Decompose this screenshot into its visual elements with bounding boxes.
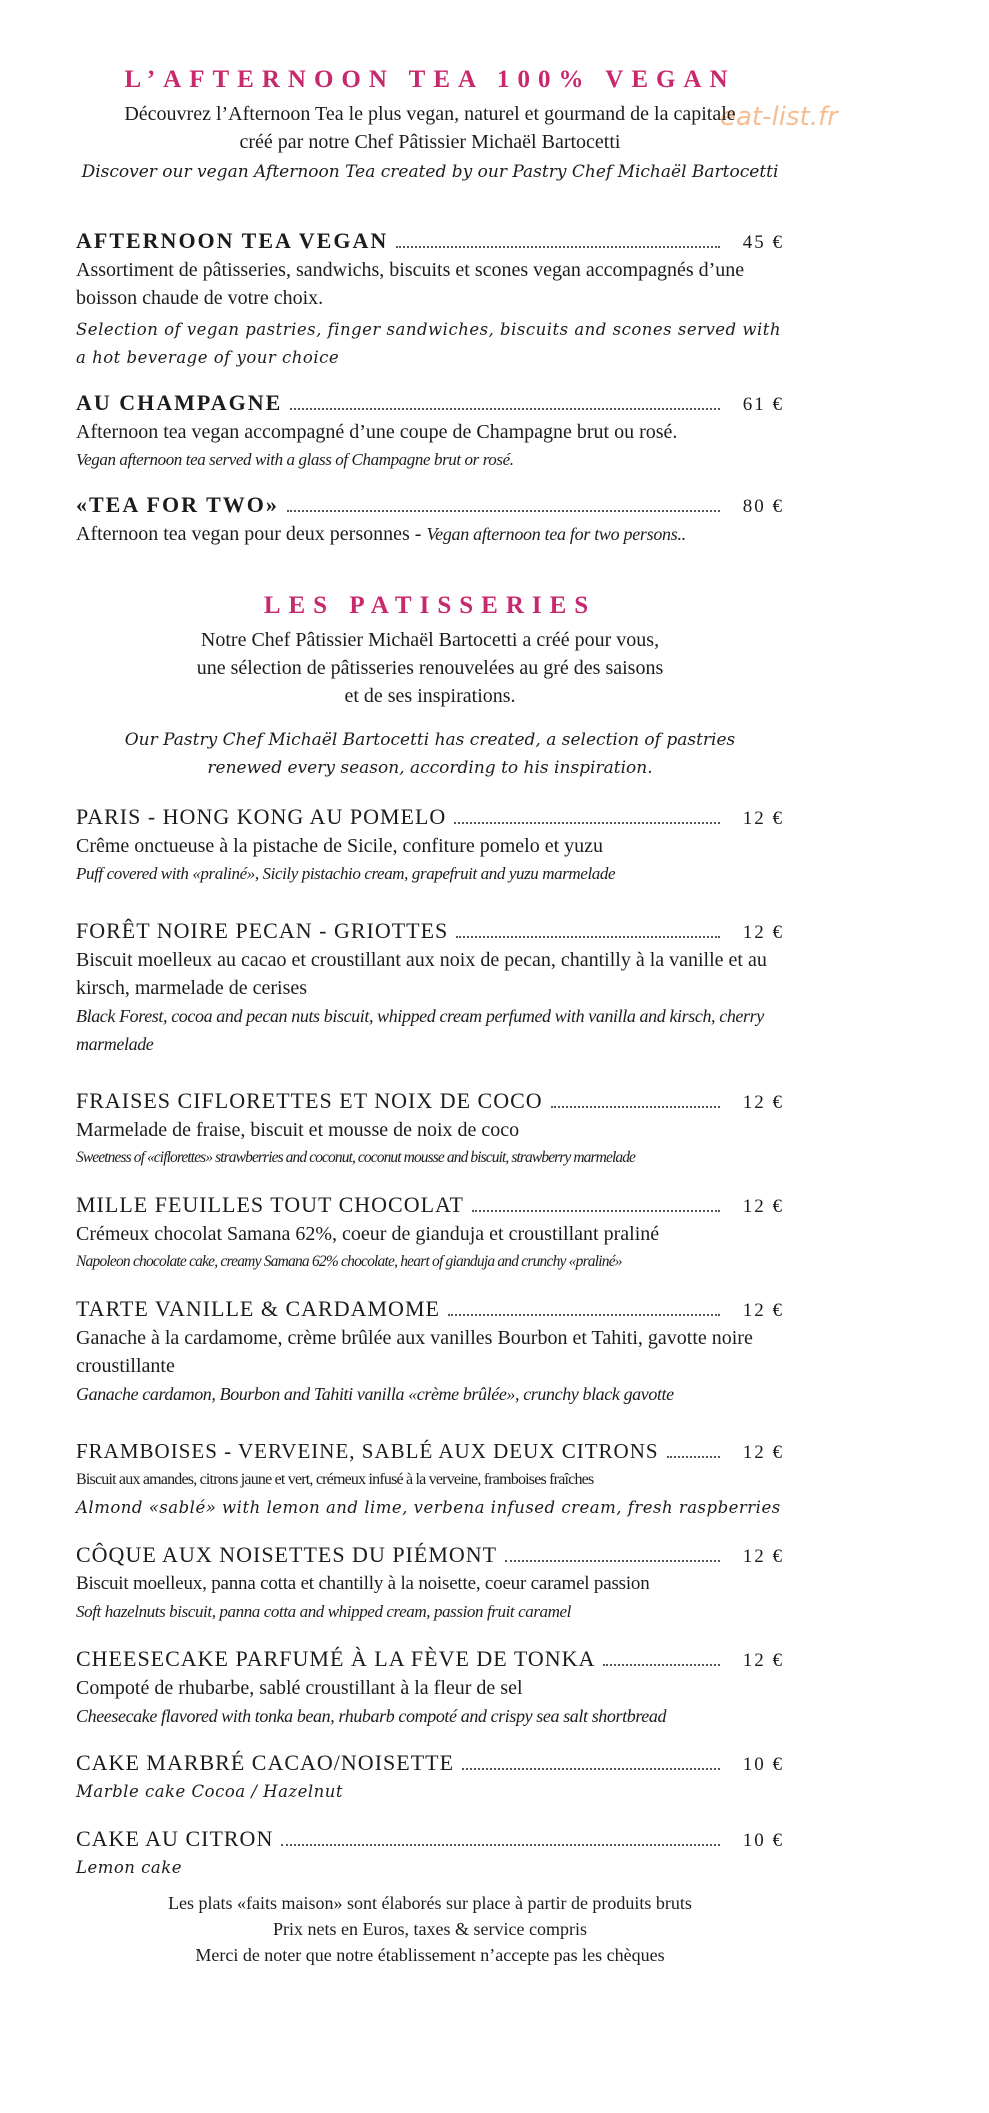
item-name: AFTERNOON TEA VEGAN bbox=[76, 228, 389, 253]
dot-leader bbox=[454, 822, 720, 824]
item-name: FRAISES CIFLORETTES ET NOIX DE COCO bbox=[76, 1088, 543, 1113]
watermark: eat-list.fr bbox=[720, 102, 838, 132]
item-desc-fr: Marmelade de fraise, biscuit et mousse de noix de coco bbox=[76, 1119, 520, 1141]
menu-item-tea-for-two bbox=[76, 490, 784, 548]
dot-leader bbox=[462, 1768, 720, 1770]
menu-item-fraises-ciflorettes bbox=[76, 1086, 784, 1172]
item-desc-fr: Biscuit moelleux au cacao et croustillant aux noix de pecan, chantilly à la vanille et au kirsch, marmelade de cerises bbox=[76, 949, 767, 999]
item-name: CÔQUE AUX NOISETTES DU PIÉMONT bbox=[76, 1542, 498, 1567]
dot-leader bbox=[456, 936, 720, 938]
item-desc-fr: Afternoon tea vegan pour deux personnes - bbox=[76, 523, 427, 545]
patisseries-intro-fr-2: une sélection de pâtisseries renouvelées au gré des saisons bbox=[196, 657, 664, 679]
item-name: CAKE MARBRÉ CACAO/NOISETTE bbox=[76, 1750, 455, 1775]
item-desc-en: Marble cake Cocoa / Hazelnut bbox=[76, 1782, 344, 1801]
item-desc-fr: Biscuit moelleux, panna cotta et chantilly à la noisette, coeur caramel passion bbox=[76, 1573, 650, 1594]
patisseries-intro-fr-3: et de ses inspirations. bbox=[344, 685, 516, 707]
item-desc-fr: Biscuit aux amandes, citrons jaune et vert, crémeux infusé à la verveine, framboises fraîches bbox=[76, 1471, 594, 1488]
dot-leader bbox=[551, 1106, 720, 1108]
item-price: 12 € bbox=[742, 922, 784, 943]
item-name: CAKE AU CITRON bbox=[76, 1826, 274, 1851]
footer bbox=[76, 1890, 784, 1968]
dot-leader bbox=[287, 510, 720, 512]
item-desc-en: Sweetness of «ciflorettes» strawberries and coconut, coconut mousse and biscuit, strawberry marmelade bbox=[76, 1149, 636, 1166]
item-desc-en: Almond «sablé» with lemon and lime, verbena infused cream, fresh raspberries bbox=[76, 1498, 781, 1517]
item-desc-fr: Crémeux chocolat Samana 62%, coeur de gianduja et croustillant praliné bbox=[76, 1223, 660, 1245]
item-price: 12 € bbox=[742, 1300, 784, 1321]
item-name: AU CHAMPAGNE bbox=[76, 390, 283, 415]
footer-line-2: Prix nets en Euros, taxes & service compris bbox=[273, 1919, 587, 1939]
item-name: FRAMBOISES - VERVEINE, SABLÉ AUX DEUX CITRONS bbox=[76, 1439, 659, 1463]
patisseries-section bbox=[76, 592, 784, 1968]
item-desc-en: Cheesecake flavored with tonka bean, rhubarb compoté and crispy sea salt shortbread bbox=[76, 1706, 667, 1726]
item-desc-fr: Assortiment de pâtisseries, sandwichs, biscuits et scones vegan accompagnés d’une boisson chaude de votre choix. bbox=[76, 259, 745, 309]
item-name: FORÊT NOIRE PECAN - GRIOTTES bbox=[76, 918, 449, 943]
dot-leader bbox=[603, 1664, 720, 1666]
item-price: 12 € bbox=[742, 1546, 784, 1567]
menu-item-cheesecake-tonka bbox=[76, 1644, 784, 1730]
patisseries-intro-fr-1: Notre Chef Pâtissier Michaël Bartocetti a créé pour vous, bbox=[200, 629, 660, 651]
dot-leader bbox=[505, 1560, 720, 1562]
menu-item-coque-noisettes bbox=[76, 1540, 784, 1626]
dot-leader bbox=[396, 246, 720, 248]
item-price: 12 € bbox=[742, 1196, 784, 1217]
dot-leader bbox=[472, 1210, 720, 1212]
item-price: 80 € bbox=[742, 496, 784, 517]
afternoon-tea-intro-fr-2: créé par notre Chef Pâtissier Michaël Bartocetti bbox=[239, 131, 621, 153]
afternoon-tea-intro-fr-1: Découvrez l’Afternoon Tea le plus vegan, naturel et gourmand de la capitale bbox=[124, 103, 736, 125]
dot-leader bbox=[448, 1314, 720, 1316]
menu-item-mille-feuilles bbox=[76, 1190, 784, 1276]
item-desc-en: Selection of vegan pastries, finger sandwiches, biscuits and scones served with a hot beverage of your choice bbox=[76, 320, 782, 367]
dot-leader bbox=[281, 1844, 720, 1846]
item-desc-fr: Compoté de rhubarbe, sablé croustillant à la fleur de sel bbox=[76, 1677, 523, 1699]
patisseries-title: LES PATISSERIES bbox=[263, 592, 597, 619]
item-desc-en: Soft hazelnuts biscuit, panna cotta and whipped cream, passion fruit caramel bbox=[76, 1602, 571, 1621]
afternoon-tea-section bbox=[76, 66, 784, 548]
patisseries-intro-en-2: renewed every season, according to his inspiration. bbox=[207, 758, 653, 778]
item-price: 45 € bbox=[742, 232, 784, 253]
item-price: 10 € bbox=[742, 1754, 784, 1775]
item-desc-fr: Ganache à la cardamome, crème brûlée aux vanilles Bourbon et Tahiti, gavotte noire croustillante bbox=[76, 1327, 753, 1377]
item-name: MILLE FEUILLES TOUT CHOCOLAT bbox=[76, 1192, 464, 1217]
afternoon-tea-intro-en: Discover our vegan Afternoon Tea created by our Pastry Chef Michaël Bartocetti bbox=[81, 162, 779, 182]
menu-item-foret-noire bbox=[76, 916, 784, 1058]
item-desc-fr: Afternoon tea vegan accompagné d’une coupe de Champagne brut ou rosé. bbox=[76, 421, 678, 443]
menu-item-framboises-verveine bbox=[76, 1436, 784, 1522]
item-desc-en: Lemon cake bbox=[76, 1858, 183, 1877]
item-price: 12 € bbox=[742, 1650, 784, 1671]
menu-item-au-champagne bbox=[76, 388, 784, 474]
item-desc-en: Black Forest, cocoa and pecan nuts biscuit, whipped cream perfumed with vanilla and kirsch, cherry marmelade bbox=[76, 1006, 764, 1054]
item-desc bbox=[76, 520, 784, 548]
item-price: 61 € bbox=[742, 394, 784, 415]
patisseries-intro-en-1: Our Pastry Chef Michaël Bartocetti has created, a selection of pastries bbox=[124, 730, 736, 750]
item-price: 12 € bbox=[742, 808, 784, 829]
menu-item-tarte-vanille bbox=[76, 1294, 784, 1408]
menu-item-cake-marbre bbox=[76, 1748, 784, 1806]
item-name: CHEESECAKE PARFUMÉ À LA FÈVE DE TONKA bbox=[76, 1646, 596, 1671]
footer-line-3: Merci de noter que notre établissement n’accepte pas les chèques bbox=[195, 1945, 665, 1965]
menu-item-cake-citron bbox=[76, 1824, 784, 1882]
item-price: 12 € bbox=[742, 1092, 784, 1113]
item-name: TARTE VANILLE & CARDAMOME bbox=[76, 1296, 440, 1321]
item-name: PARIS - HONG KONG AU POMELO bbox=[76, 804, 447, 829]
afternoon-tea-title: L’AFTERNOON TEA 100% VEGAN bbox=[124, 66, 736, 93]
dot-leader bbox=[667, 1456, 720, 1458]
item-name: «TEA FOR TWO» bbox=[76, 492, 279, 517]
item-price: 10 € bbox=[742, 1830, 784, 1851]
menu-item-afternoon-tea-vegan bbox=[76, 226, 784, 372]
dot-leader bbox=[290, 408, 720, 410]
footer-line-1: Les plats «faits maison» sont élaborés sur place à partir de produits bruts bbox=[168, 1893, 692, 1913]
item-price: 12 € bbox=[742, 1442, 784, 1463]
item-desc-en: Puff covered with «praliné», Sicily pistachio cream, grapefruit and yuzu marmelade bbox=[76, 864, 616, 883]
item-desc-en: Vegan afternoon tea served with a glass of Champagne brut or rosé. bbox=[76, 450, 514, 469]
item-desc-fr: Crême onctueuse à la pistache de Sicile, confiture pomelo et yuzu bbox=[76, 835, 604, 857]
item-desc-en: Ganache cardamon, Bourbon and Tahiti vanilla «crème brûlée», crunchy black gavotte bbox=[76, 1384, 674, 1404]
menu-item-paris-hong-kong bbox=[76, 802, 784, 888]
item-desc-en: Napoleon chocolate cake, creamy Samana 62% chocolate, heart of gianduja and crunchy «praliné» bbox=[76, 1253, 622, 1270]
item-desc-en: Vegan afternoon tea for two persons.. bbox=[426, 524, 686, 544]
